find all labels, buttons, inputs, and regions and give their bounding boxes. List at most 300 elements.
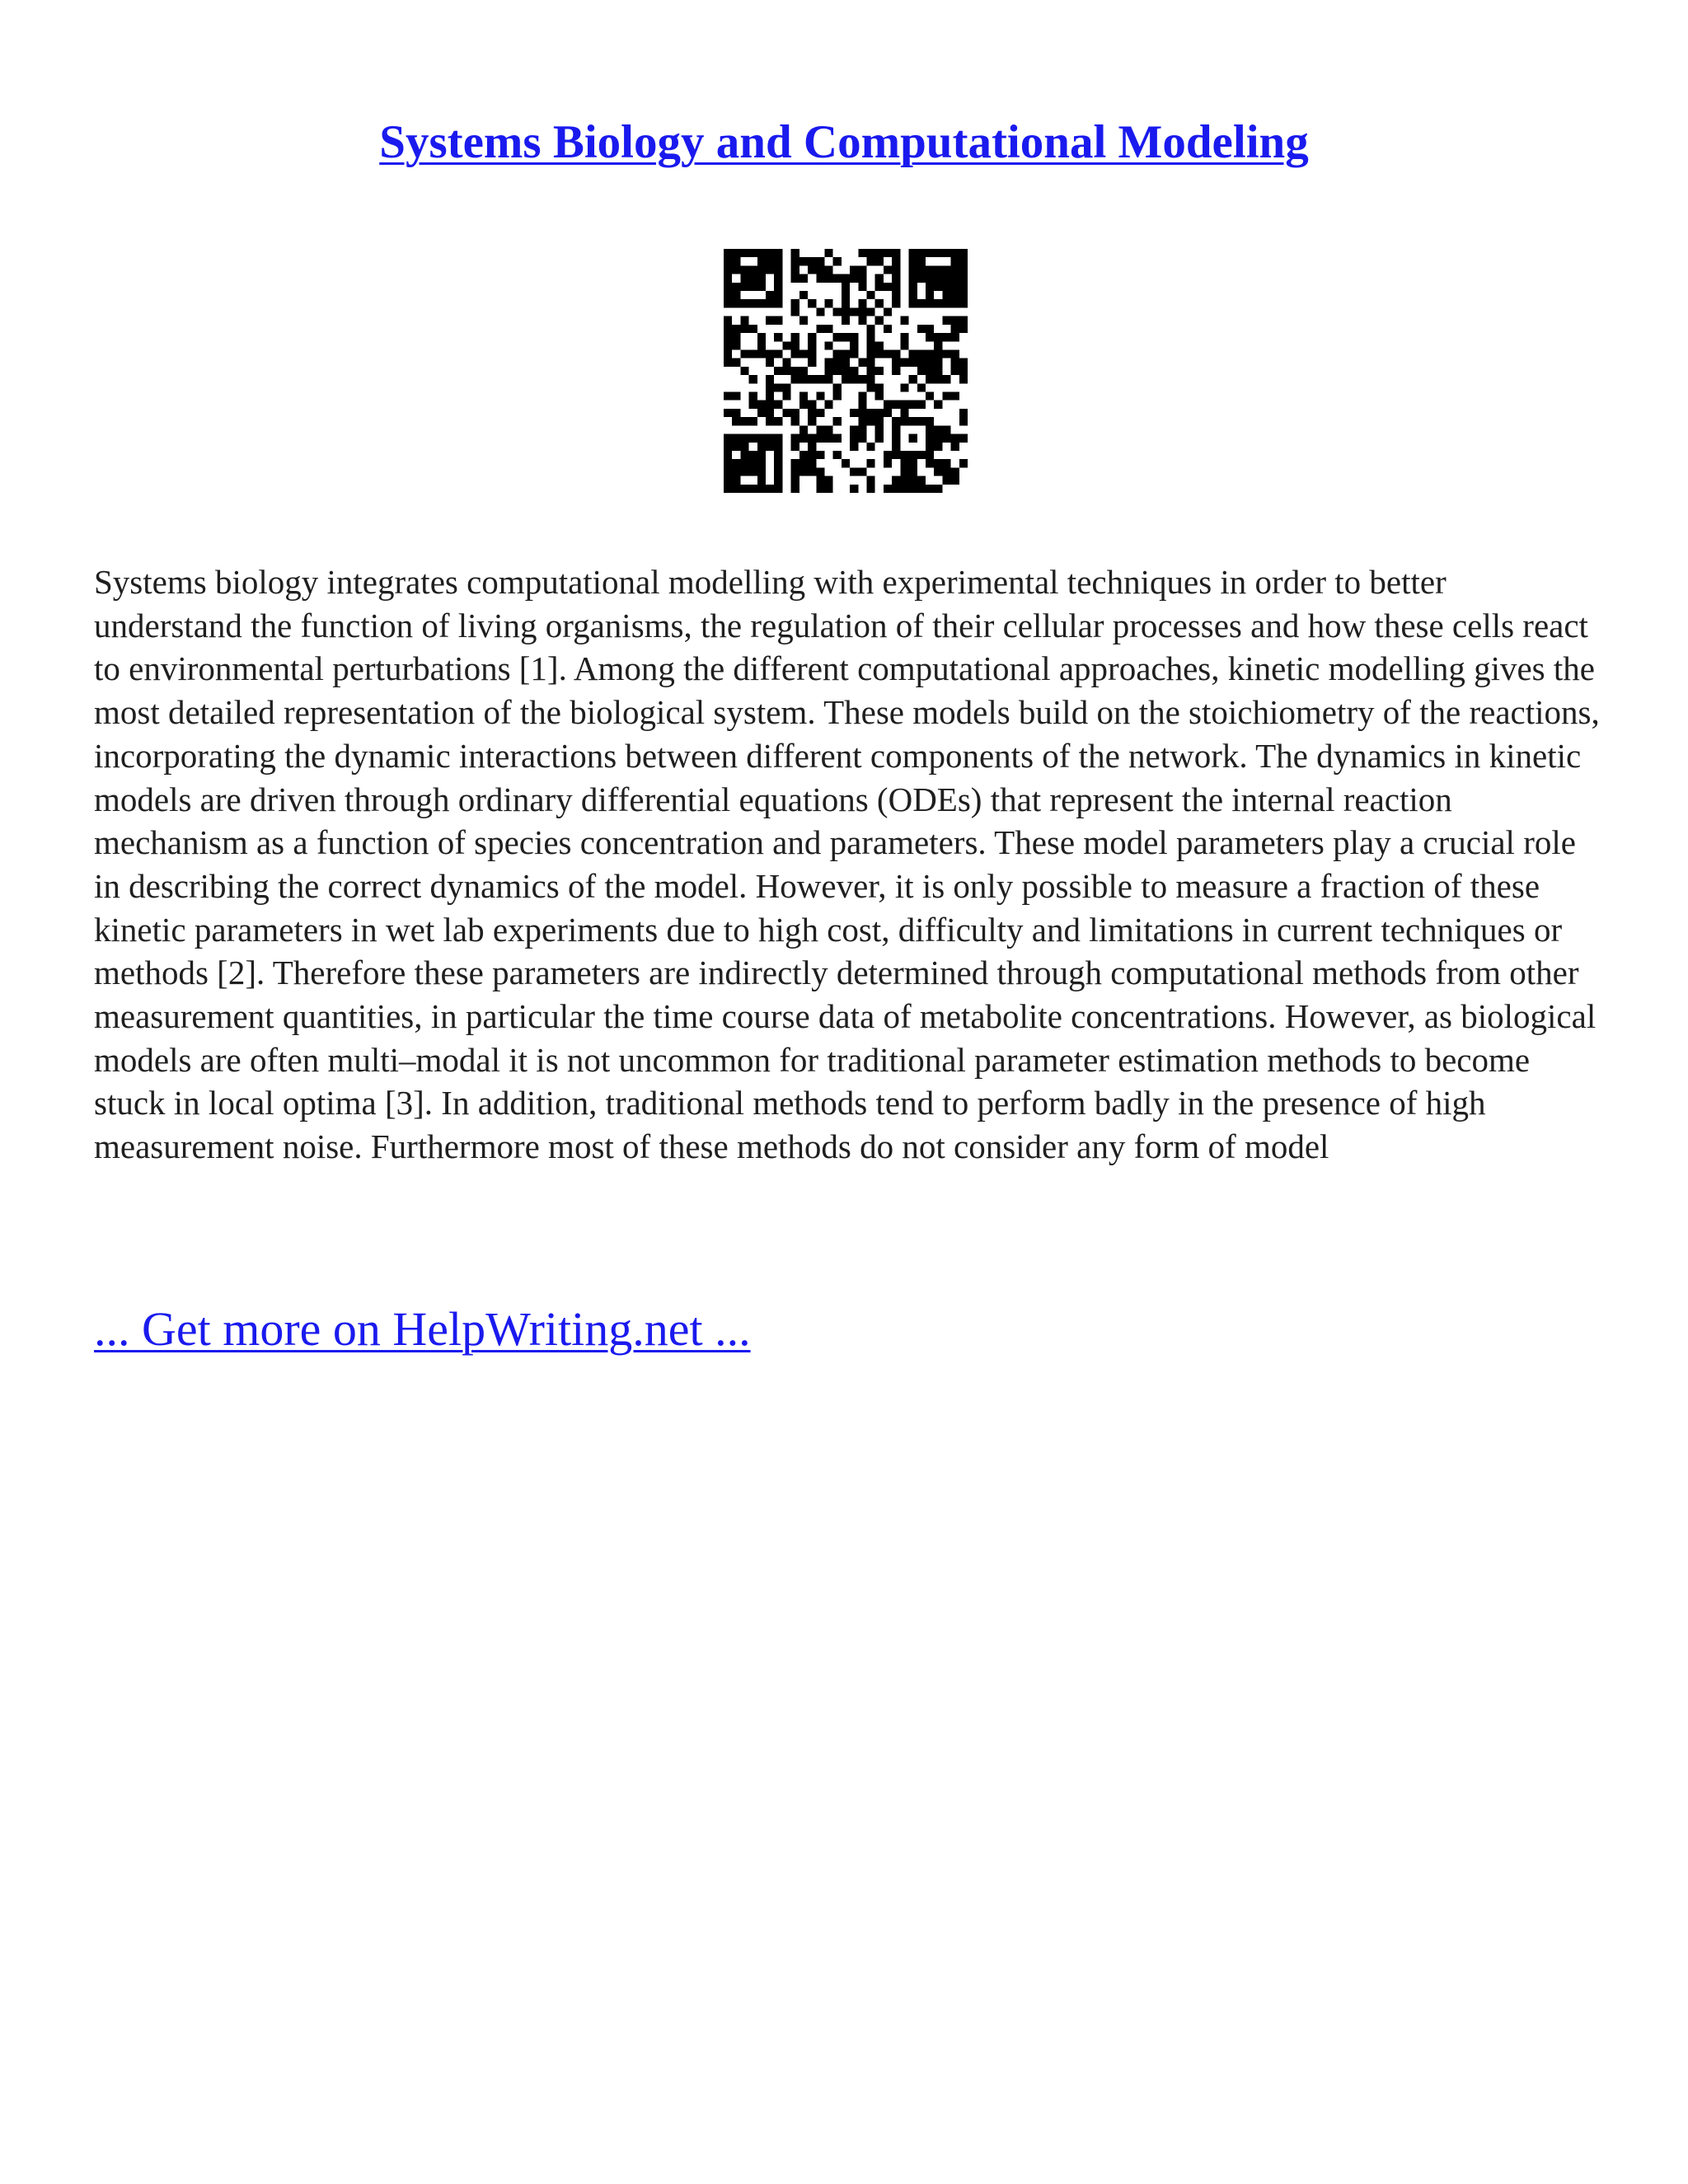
qr-module [774,451,782,459]
qr-module [858,265,866,274]
qr-module [808,257,816,265]
qr-module [791,417,799,425]
qr-module [909,451,917,459]
qr-module [858,467,866,476]
qr-module [867,443,875,451]
qr-module [959,316,968,325]
qr-module [909,375,917,383]
qr-module [724,274,732,283]
qr-module [816,375,824,383]
qr-module [867,349,875,358]
qr-module [757,249,766,257]
qr-module [732,249,740,257]
qr-module [774,459,782,467]
qr-module [740,459,748,467]
qr-module [757,409,766,417]
qr-module [900,333,908,341]
qr-module [900,467,908,476]
qr-module [808,459,816,467]
qr-module [824,341,832,349]
qr-module [858,401,866,409]
qr-module [799,349,808,358]
qr-module [892,359,900,367]
qr-module [799,434,808,443]
qr-module [926,291,934,299]
qr-module [791,434,799,443]
qr-module [959,409,968,417]
qr-module [774,485,782,493]
qr-module [724,409,732,417]
qr-module [942,476,950,485]
qr-module [808,349,816,358]
qr-module [766,417,774,425]
qr-module [892,443,900,451]
qr-module [799,367,808,375]
qr-module [757,443,766,451]
qr-module [850,425,858,434]
qr-module [774,274,782,283]
qr-module [774,383,782,391]
qr-module [875,383,884,391]
qr-module [875,316,884,325]
qr-module [766,434,774,443]
qr-module [884,249,892,257]
qr-module [842,274,850,283]
qr-module [740,299,748,307]
qr-module [867,459,875,467]
qr-module [934,485,942,493]
qr-module [766,349,774,358]
qr-module [942,425,950,434]
qr-module [774,434,782,443]
qr-module [934,434,942,443]
qr-module [951,257,959,265]
qr-module [934,459,942,467]
qr-module [892,417,900,425]
qr-module [749,375,757,383]
qr-module [951,434,959,443]
qr-module [900,316,908,325]
qr-module [942,283,950,291]
qr-module [959,274,968,283]
qr-module [875,341,884,349]
qr-module [884,307,892,316]
qr-module [732,265,740,274]
qr-module [909,249,917,257]
qr-module [926,451,934,459]
qr-module [791,485,799,493]
qr-module [858,249,866,257]
qr-module [749,451,757,459]
qr-module [757,257,766,265]
qr-module [900,409,908,417]
qr-module [867,409,875,417]
qr-module [934,443,942,451]
qr-module [875,409,884,417]
qr-module [816,425,824,434]
qr-module [732,434,740,443]
qr-module [884,349,892,358]
page-title [0,114,1688,171]
qr-module [909,434,917,443]
qr-module [909,291,917,299]
qr-module [850,265,858,274]
qr-module [867,417,875,425]
qr-module [900,401,908,409]
qr-module [942,375,950,383]
qr-module [850,434,858,443]
qr-module [824,476,832,485]
qr-module [867,476,875,485]
qr-module [934,299,942,307]
qr-module [909,485,917,493]
qr-module [942,459,950,467]
qr-module [749,349,757,358]
qr-module [774,349,782,358]
qr-module [749,265,757,274]
qr-module [808,299,816,307]
qr-module [766,443,774,451]
qr-module [850,274,858,283]
qr-module [732,257,740,265]
qr-module [791,375,799,383]
qr-module [951,367,959,375]
qr-module [909,283,917,291]
qr-module [816,325,824,333]
qr-module [774,291,782,299]
qr-module [892,367,900,375]
qr-module [757,341,766,349]
qr-module [774,283,782,291]
qr-module [934,367,942,375]
qr-module [724,333,732,341]
qr-module [867,359,875,367]
qr-module [766,257,774,265]
qr-module [884,485,892,493]
qr-module [766,375,774,383]
qr-module [917,265,926,274]
qr-module [740,349,748,358]
qr-module [867,257,875,265]
qr-module [951,265,959,274]
qr-module [816,451,824,459]
qr-module [959,359,968,367]
qr-module [799,274,808,283]
qr-module [934,283,942,291]
qr-module [884,409,892,417]
qr-module [724,341,732,349]
qr-module [824,265,832,274]
qr-module [791,409,799,417]
qr-module [858,359,866,367]
qr-module [892,434,900,443]
qr-module [951,349,959,358]
qr-module [875,367,884,375]
qr-module [732,485,740,493]
qr-module [875,283,884,291]
qr-module [757,333,766,341]
qr-module [766,299,774,307]
qr-module [884,265,892,274]
qr-module [909,401,917,409]
qr-module [942,467,950,476]
body-paragraph: Systems biology integrates computational modelling with experimental techniques in order to better understand the function of living organisms, the regulation of their cellular processes and how these cells react to environmental perturbations [1]. Among the different computational approaches, kinetic modelling gives the most detailed representation of the biological system. These models build on the stoichiometry of the reactions, incorporating the dynamic interactions between different components of the network. The dynamics in kinetic models are driven through ordinary differential equations (ODEs) that represent the internal reaction mechanism as a function of species concentration and parameters. These model parameters play a crucial role in describing the correct dynamics of the model. However, it is only possible to measure a fraction of these kinetic parameters in wet lab experiments due to high cost, difficulty and limitations in current techniques or methods [2]. Therefore these parameters are indirectly determined through computational methods from other measurement quantities, in particular the time course data of metabolite concentrations. However, as biological models are often multi–modal it is not uncommon for traditional parameter estimation methods to become stuck in local optima [3]. In addition, traditional methods tend to perform badly in the presence of high measurement noise. Furthermore most of these methods do not consider any form of model [94,563,1600,1166]
qr-module [917,451,926,459]
qr-module [867,341,875,349]
qr-module [934,359,942,367]
qr-module [842,283,850,291]
qr-module [934,341,942,349]
qr-module [858,425,866,434]
qr-module [740,367,748,375]
qr-module [875,349,884,358]
qr-module [951,283,959,291]
qr-module [774,467,782,476]
qr-module [842,299,850,307]
qr-module [808,265,816,274]
qr-module [816,392,824,401]
qr-module [842,459,850,467]
qr-module [892,299,900,307]
qr-module [766,401,774,409]
qr-module [824,367,832,375]
qr-module [900,417,908,425]
qr-module [791,307,799,316]
qr-module [858,299,866,307]
qr-module [842,333,850,341]
qr-module [757,434,766,443]
qr-module [959,291,968,299]
qr-module [909,274,917,283]
qr-module [732,409,740,417]
qr-module [782,409,790,417]
qr-module [808,467,816,476]
qr-module [858,417,866,425]
qr-module [951,359,959,367]
qr-module [833,274,842,283]
qr-module [892,274,900,283]
qr-module [724,392,732,401]
get-more-link[interactable]: ... Get more on HelpWriting.net ... [94,1302,751,1356]
qr-module [867,291,875,299]
qr-module [951,476,959,485]
qr-module [749,459,757,467]
qr-module [926,265,934,274]
qr-module [824,249,832,257]
qr-module [959,299,968,307]
qr-module [740,325,748,333]
qr-module [833,383,842,391]
qr-module [740,265,748,274]
qr-module [858,375,866,383]
qr-module [842,291,850,299]
qr-module [926,443,934,451]
qr-module [875,249,884,257]
qr-module [850,349,858,358]
qr-module [867,383,875,391]
qr-module [951,299,959,307]
qr-module [892,265,900,274]
qr-module [740,417,748,425]
qr-module [850,333,858,341]
qr-module [774,401,782,409]
qr-module [934,274,942,283]
qr-module [934,375,942,383]
qr-module [724,459,732,467]
qr-module [791,349,799,358]
qr-module [824,299,832,307]
qr-module [833,359,842,367]
qr-module [892,425,900,434]
qr-module [757,476,766,485]
qr-module [749,325,757,333]
qr-module [757,299,766,307]
qr-module [842,307,850,316]
qr-module [951,467,959,476]
qr-module [942,299,950,307]
title-link[interactable]: Systems Biology and Computational Modeling [379,116,1309,168]
qr-module [732,359,740,367]
qr-module [892,451,900,459]
qr-module [732,459,740,467]
qr-module [782,359,790,367]
qr-module [959,325,968,333]
qr-module [867,325,875,333]
qr-module [740,451,748,459]
qr-module [757,467,766,476]
qr-module [926,274,934,283]
qr-module [833,392,842,401]
qr-module [724,467,732,476]
qr-module [850,375,858,383]
qr-module [782,392,790,401]
qr-module [942,274,950,283]
qr-module [942,333,950,341]
qr-module [917,249,926,257]
qr-module [842,367,850,375]
qr-module [858,392,866,401]
qr-module [724,257,732,265]
qr-module [833,333,842,341]
qr-module [917,274,926,283]
qr-module [757,265,766,274]
qr-module [732,299,740,307]
qr-module [900,485,908,493]
qr-module [900,476,908,485]
qr-module [766,409,774,417]
qr-module [808,409,816,417]
qr-module [951,325,959,333]
qr-module [724,291,732,299]
qr-module [917,367,926,375]
qr-module [816,409,824,417]
qr-module [917,349,926,358]
qr-module [724,349,732,358]
qr-module [799,316,808,325]
qr-module [799,257,808,265]
qr-module [884,451,892,459]
qr-module [926,459,934,467]
qr-module [774,417,782,425]
qr-module [732,341,740,349]
qr-module [942,291,950,299]
qr-module [926,359,934,367]
qr-module [858,434,866,443]
qr-module [799,425,808,434]
qr-module [900,341,908,349]
qr-module [909,349,917,358]
more-link-line [94,1301,751,1358]
qr-module [959,265,968,274]
qr-module [917,299,926,307]
qr-module [791,299,799,307]
qr-module [858,316,866,325]
qr-module [791,249,799,257]
qr-module [951,316,959,325]
qr-module [926,392,934,401]
qr-module [900,359,908,367]
qr-module [749,401,757,409]
qr-module [858,274,866,283]
qr-module [757,485,766,493]
qr-module [951,291,959,299]
qr-module [824,359,832,367]
qr-module [951,392,959,401]
qr-module [951,274,959,283]
qr-module [774,443,782,451]
qr-module [808,359,816,367]
qr-module [917,485,926,493]
qr-code-icon [724,249,968,493]
qr-module [774,316,782,325]
qr-module [867,249,875,257]
qr-module [808,375,816,383]
qr-module [875,392,884,401]
qr-module [824,274,832,283]
qr-module [749,417,757,425]
qr-module [791,467,799,476]
qr-module [850,467,858,476]
qr-module [875,257,884,265]
qr-module [951,333,959,341]
qr-module [757,401,766,409]
qr-module [816,265,824,274]
qr-module [850,367,858,375]
qr-module [724,299,732,307]
qr-module [892,283,900,291]
qr-module [791,333,799,341]
qr-module [749,434,757,443]
qr-module [926,425,934,434]
qr-module [749,283,757,291]
qr-module [842,349,850,358]
qr-module [816,434,824,443]
qr-module [749,249,757,257]
qr-module [909,265,917,274]
qr-module [875,434,884,443]
qr-module [724,443,732,451]
qr-module [757,274,766,283]
qr-module [934,467,942,476]
qr-module [774,257,782,265]
qr-module [732,333,740,341]
qr-module [942,249,950,257]
qr-module [749,299,757,307]
qr-module [959,257,968,265]
qr-module [740,443,748,451]
qr-module [724,451,732,459]
qr-module [724,325,732,333]
